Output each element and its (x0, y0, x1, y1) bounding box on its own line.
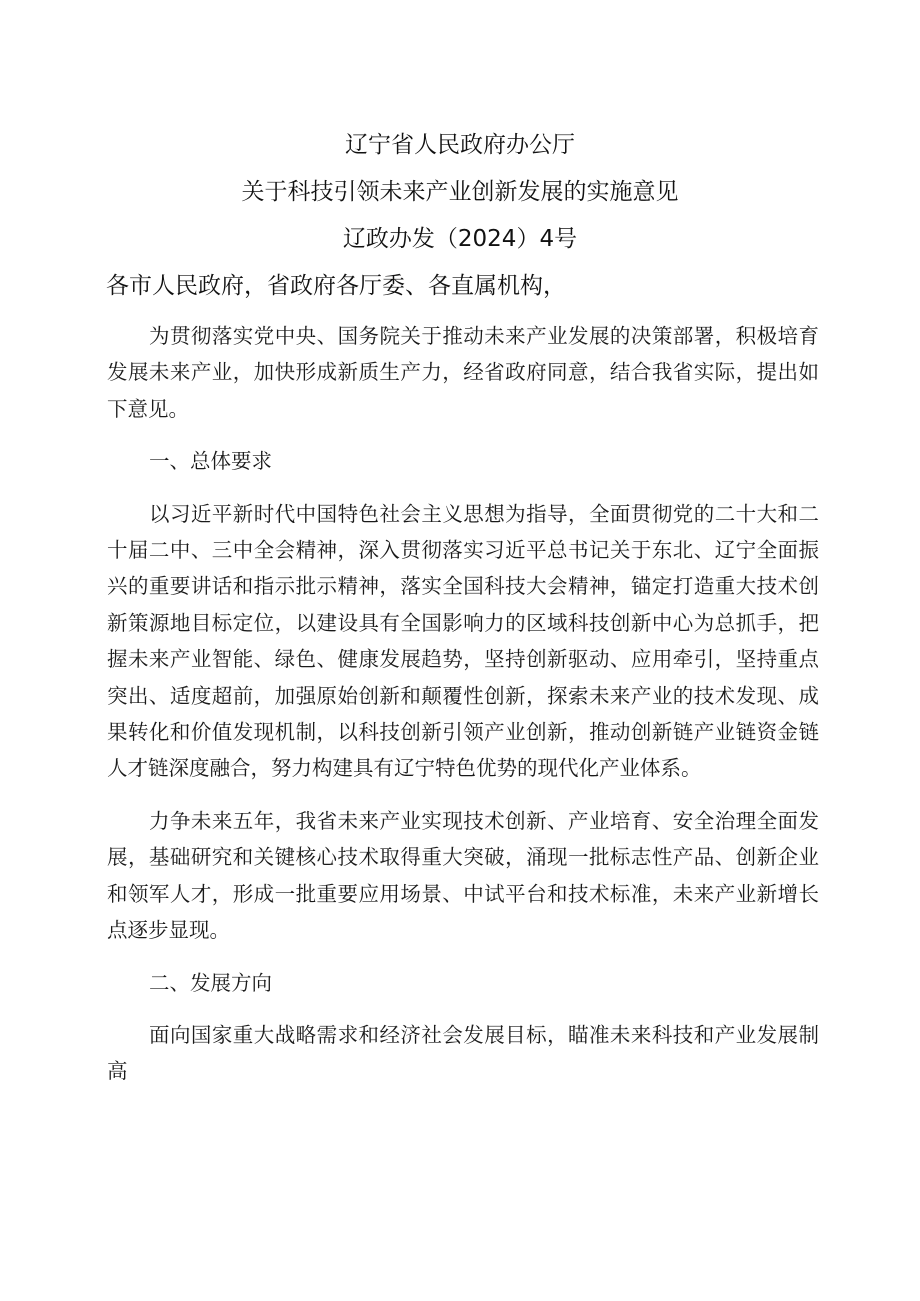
salutation: 各市人民政府，省政府各厅委、各直属机构， (106, 273, 566, 299)
document-number: 辽政办发（2024）4号 (342, 226, 578, 252)
paragraph-five-year-goals: 力争未来五年，我省未来产业实现技术创新、产业培育、安全治理全面发展，基础研究和关键核心技术取得重大突破，涌现一批标志性产品、创新企业和领军人才，形成一批重要应用场景、中试平台和技术标准，未来产业新增长点逐步显现。 (107, 808, 819, 943)
section-heading-2: 二、发展方向 (149, 970, 272, 995)
paragraph-development-direction: 面向国家重大战略需求和经济社会发展目标，瞄准未来科技和产业发展制高 (107, 1022, 819, 1084)
paragraph-intro: 为贯彻落实党中央、国务院关于推动未来产业发展的决策部署，积极培育发展未来产业，加快形成新质生产力，经省政府同意，结合我省实际，提出如下意见。 (107, 324, 819, 421)
paragraph-guiding-ideology: 以习近平新时代中国特色社会主义思想为指导，全面贯彻党的二十大和二十届二中、三中全会精神，深入贯彻落实习近平总书记关于东北、辽宁全面振兴的重要讲话和指示批示精神，落实全国科技大会精神，锚定打造重大技术创新策源地目标定位，以建设具有全国影响力的区域科技创新中心为总抓手，把握未来产业智能、绿色、健康发展趋势，坚持创新驱动、应用牵引，坚持重点突出、适度超前，加强原始创新和颠覆性创新，探索未来产业的技术发现、成果转化和价值发现机制，以科技创新引领产业创新，推动创新链产业链资金链人才链深度融合，努力构建具有辽宁特色优势的现代化产业体系。 (107, 501, 819, 781)
title-subject: 关于科技引领未来产业创新发展的实施意见 (241, 179, 679, 205)
document-body (107, 318, 819, 1106)
section-heading-1: 一、总体要求 (149, 449, 272, 474)
title-issuer: 辽宁省人民政府办公厅 (345, 132, 575, 158)
document-title (0, 122, 920, 263)
